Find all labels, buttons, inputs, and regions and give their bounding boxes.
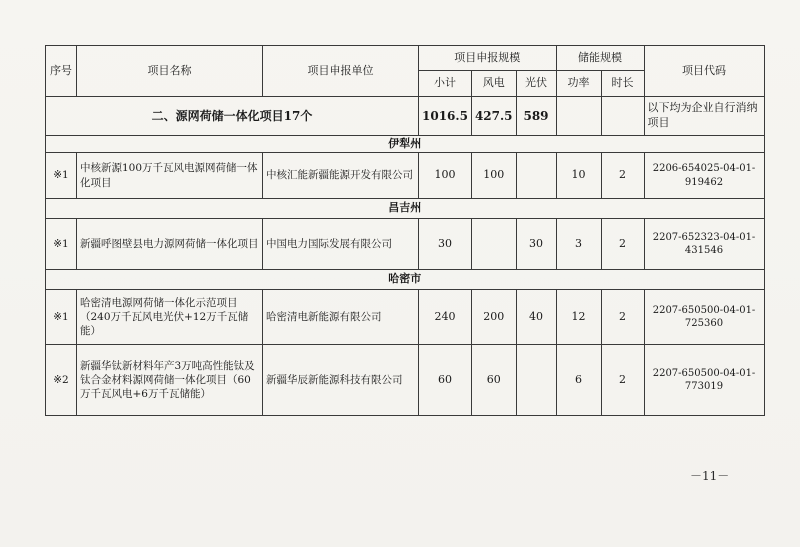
row-seq: ※2 xyxy=(46,345,77,416)
section-note: 以下均为企业自行消纳项目 xyxy=(644,97,764,136)
row-subtotal: 240 xyxy=(419,290,472,345)
section-wind: 427.5 xyxy=(471,97,516,136)
row-power: 3 xyxy=(556,219,601,270)
header-applicant: 项目申报单位 xyxy=(263,46,419,97)
table-row xyxy=(46,345,765,416)
row-applicant: 哈密清电新能源有限公司 xyxy=(263,290,419,345)
row-solar xyxy=(516,153,556,199)
row-duration: 2 xyxy=(601,153,644,199)
table-row xyxy=(46,153,765,199)
row-seq: ※1 xyxy=(46,153,77,199)
row-code: 2206-654025-04-01-919462 xyxy=(644,153,764,199)
table-row xyxy=(46,219,765,270)
row-project-name: 哈密清电源网荷储一体化示范项目（240万千瓦风电光伏+12万千瓦储能） xyxy=(77,290,263,345)
header-storage: 储能规模 xyxy=(556,46,644,71)
row-applicant: 中核汇能新疆能源开发有限公司 xyxy=(263,153,419,199)
row-wind: 200 xyxy=(471,290,516,345)
header-power: 功率 xyxy=(556,71,601,97)
row-duration: 2 xyxy=(601,290,644,345)
row-solar: 30 xyxy=(516,219,556,270)
header-row-top xyxy=(46,46,765,71)
row-code: 2207-652323-04-01-431546 xyxy=(644,219,764,270)
section-row xyxy=(46,97,765,136)
row-solar: 40 xyxy=(516,290,556,345)
section-solar: 589 xyxy=(516,97,556,136)
region-name: 昌吉州 xyxy=(46,199,765,219)
row-subtotal: 30 xyxy=(419,219,472,270)
row-subtotal: 100 xyxy=(419,153,472,199)
section-power xyxy=(556,97,601,136)
header-scale: 项目申报规模 xyxy=(419,46,557,71)
header-solar: 光伏 xyxy=(516,71,556,97)
row-applicant: 中国电力国际发展有限公司 xyxy=(263,219,419,270)
header-seq: 序号 xyxy=(46,46,77,97)
header-wind: 风电 xyxy=(471,71,516,97)
row-power: 10 xyxy=(556,153,601,199)
row-project-name: 新疆华钛新材料年产3万吨高性能钛及钛合金材料源网荷储一体化项目（60万千瓦风电+6万千瓦储能） xyxy=(77,345,263,416)
section-title: 二、源网荷储一体化项目17个 xyxy=(46,97,419,136)
row-project-name: 中核新源100万千瓦风电源网荷储一体化项目 xyxy=(77,153,263,199)
row-subtotal: 60 xyxy=(419,345,472,416)
region-row xyxy=(46,136,765,153)
row-seq: ※1 xyxy=(46,219,77,270)
header-code: 项目代码 xyxy=(644,46,764,97)
row-project-name: 新疆呼图壁县电力源网荷储一体化项目 xyxy=(77,219,263,270)
row-code: 2207-650500-04-01-725360 xyxy=(644,290,764,345)
row-power: 12 xyxy=(556,290,601,345)
header-project-name: 项目名称 xyxy=(77,46,263,97)
region-name: 伊犁州 xyxy=(46,136,765,153)
page-number: －11－ xyxy=(690,469,730,483)
row-power: 6 xyxy=(556,345,601,416)
header-duration: 时长 xyxy=(601,71,644,97)
region-row xyxy=(46,270,765,290)
header-subtotal: 小计 xyxy=(419,71,472,97)
row-code: 2207-650500-04-01-773019 xyxy=(644,345,764,416)
region-row xyxy=(46,199,765,219)
row-wind: 100 xyxy=(471,153,516,199)
table-row xyxy=(46,290,765,345)
section-duration xyxy=(601,97,644,136)
row-solar xyxy=(516,345,556,416)
row-seq: ※1 xyxy=(46,290,77,345)
section-subtotal: 1016.5 xyxy=(419,97,472,136)
project-table xyxy=(45,45,765,416)
row-duration: 2 xyxy=(601,345,644,416)
row-applicant: 新疆华辰新能源科技有限公司 xyxy=(263,345,419,416)
row-duration: 2 xyxy=(601,219,644,270)
row-wind xyxy=(471,219,516,270)
row-wind: 60 xyxy=(471,345,516,416)
region-name: 哈密市 xyxy=(46,270,765,290)
